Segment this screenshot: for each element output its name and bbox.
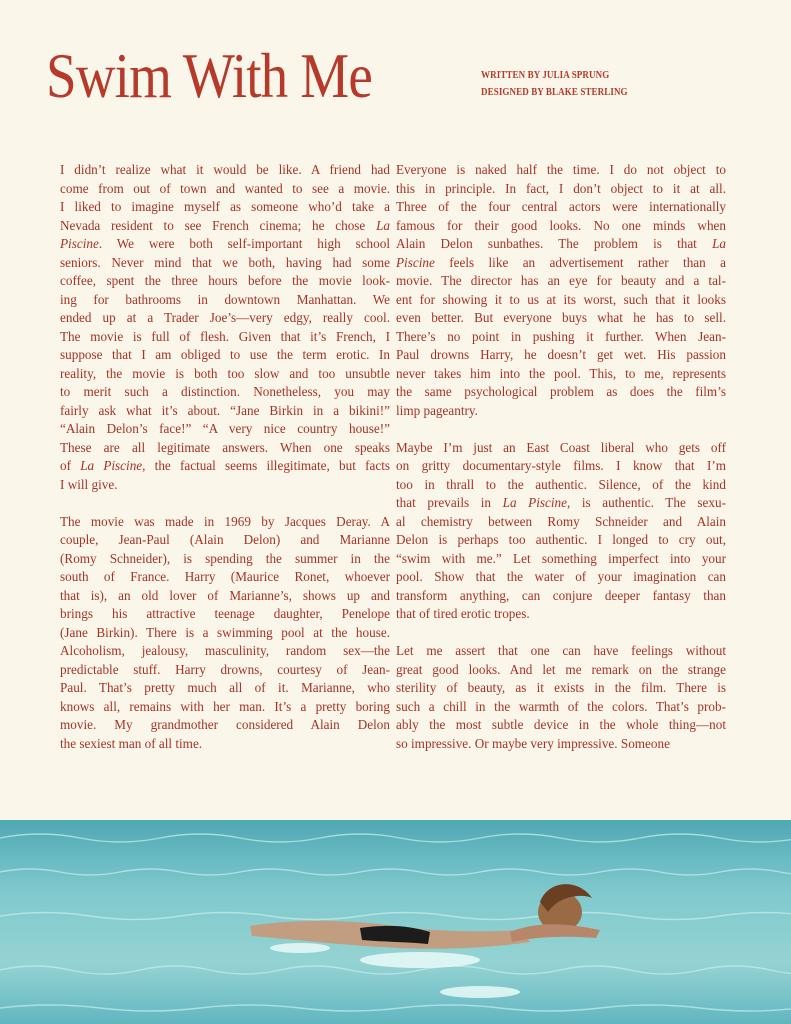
text-line: Paul. That’s pretty much all of it. Marianne, who	[60, 680, 390, 695]
designed-by-credit: DESIGNED BY BLAKE STERLING	[481, 87, 628, 98]
text-line: so impressive. Or maybe very impressive. Someone	[396, 735, 670, 751]
text-line: ended up at a Trader Joe’s—very edgy, really cool.	[60, 310, 390, 325]
pool-swimmer-illustration	[0, 820, 791, 1024]
text-line: couple, Jean-Paul (Alain Delon) and Marianne	[60, 532, 390, 547]
text-line: seniors. Never mind that we both, having had some	[60, 254, 390, 270]
paragraph	[396, 439, 726, 624]
text-line: (Romy Schneider), is spending the summer in the	[60, 550, 390, 566]
text-line: coffee, spent the three hours before the movie look-	[60, 273, 390, 288]
text-line: knows all, remains with her man. It’s a pretty boring	[60, 698, 390, 714]
text-line: predictable stuff. Harry drowns, courtesy of Jean-	[60, 661, 390, 677]
text-line: “Alain Delon’s face!” “A very nice country house!”	[60, 421, 390, 436]
text-line: Let me assert that one can have feelings without	[396, 643, 726, 658]
text-line: movie. My grandmother considered Alain Delon	[60, 717, 390, 732]
swimmer-photo	[0, 820, 791, 1024]
paragraph	[60, 161, 390, 494]
text-line: come from out of town and wanted to see a movie.	[60, 180, 390, 196]
right-column	[396, 161, 726, 772]
text-line: Nevada resident to see French cinema; he chose La	[60, 217, 390, 233]
text-line: movie. The director has an eye for beauty and a tal-	[396, 273, 726, 288]
written-by-credit: WRITTEN BY JULIA SPRUNG	[481, 70, 610, 81]
text-line: ably the most subtle device in the whole thing—not	[396, 717, 726, 732]
text-line: ing for bathrooms in downtown Manhattan. We	[60, 291, 390, 307]
text-line: such a chill in the warmth of the colors. That’s prob-	[396, 698, 726, 714]
text-line: great good looks. And let me remark on the strange	[396, 661, 726, 677]
text-line: Everyone is naked half the time. I do not object to	[396, 162, 726, 177]
text-line: I will give.	[60, 476, 118, 492]
text-line: that is), an old lover of Marianne’s, shows up and	[60, 587, 390, 603]
text-line: this in principle. In fact, I don’t object to it at all.	[396, 180, 726, 196]
text-line: fairly ask what it’s about. “Jane Birkin in a bikini!”	[60, 402, 390, 418]
text-line: even better. But everyone buys what he has to sell.	[396, 310, 726, 325]
text-line: famous for their good looks. No one minds when	[396, 217, 726, 233]
text-line: Alain Delon sunbathes. The problem is that La	[396, 236, 726, 251]
paragraph	[396, 642, 726, 753]
text-line: the same psychological problem as does the film’s	[396, 384, 726, 399]
text-line: never takes him into the pool. This, to me, represents	[396, 365, 726, 381]
text-line: to merit such a distinction. Nonetheless, you may	[60, 384, 390, 399]
text-line: of La Piscine, the factual seems illegitimate, but facts	[60, 458, 390, 473]
article-credits	[481, 67, 628, 101]
text-line: Piscine feels like an advertisement rather than a	[396, 254, 726, 270]
text-line: that prevails in La Piscine, is authentic. The sexu-	[396, 495, 726, 510]
text-line: brings his attractive teenage daughter, Penelope	[60, 606, 390, 621]
text-line: al chemistry between Romy Schneider and Alain	[396, 513, 726, 529]
text-line: the sexiest man of all time.	[60, 735, 203, 751]
text-line: The movie is full of flesh. Given that it’s French, I	[60, 328, 390, 344]
left-column	[60, 161, 390, 772]
text-line: reality, the movie is both too slow and too unsubtle	[60, 365, 390, 381]
text-line: Maybe I’m just an East Coast liberal who gets off	[396, 439, 726, 455]
text-line: on gritty documentary-style films. I know that I’m	[396, 458, 726, 473]
text-line: (Jane Birkin). There is a swimming pool at the house.	[60, 624, 390, 640]
text-line: Piscine. We were both self-important high school	[60, 236, 390, 251]
text-line: that of tired erotic tropes.	[396, 606, 530, 621]
text-line: There’s no point in pushing it further. When Jean-	[396, 328, 726, 344]
text-line: sterility of beauty, as it exists in the film. There is	[396, 680, 726, 695]
text-line: Delon is perhaps too authentic. I longed to cry out,	[396, 532, 726, 547]
paragraph	[396, 161, 726, 420]
text-line: The movie was made in 1969 by Jacques Deray. A	[60, 513, 390, 529]
text-line: suppose that I am obliged to use the term erotic. In	[60, 347, 390, 362]
text-line: “swim with me.” Let something imperfect into your	[396, 550, 726, 566]
text-line: transform anything, can conjure deeper fantasy than	[396, 587, 726, 603]
text-line: I liked to imagine myself as someone who’d take a	[60, 199, 390, 214]
text-line: Three of the four central actors were internationally	[396, 199, 726, 214]
text-line: Alcoholism, jealousy, masculinity, random sex—the	[60, 643, 390, 658]
text-line: limp pageantry.	[396, 402, 478, 418]
text-line: pool. Show that the water of your imagination can	[396, 569, 726, 584]
text-line: south of France. Harry (Maurice Ronet, whoever	[60, 569, 390, 584]
paragraph	[60, 513, 390, 754]
article-title: Swim With Me	[46, 40, 372, 111]
text-line: ent for showing it to us at its worst, such that it looks	[396, 291, 726, 307]
text-line: Paul drowns Harry, he doesn’t get wet. His passion	[396, 347, 726, 362]
text-line: too in thrall to the authentic. Silence, of the kind	[396, 476, 726, 492]
text-line: These are all legitimate answers. When one speaks	[60, 439, 390, 455]
text-line: I didn’t realize what it would be like. A friend had	[60, 162, 390, 177]
